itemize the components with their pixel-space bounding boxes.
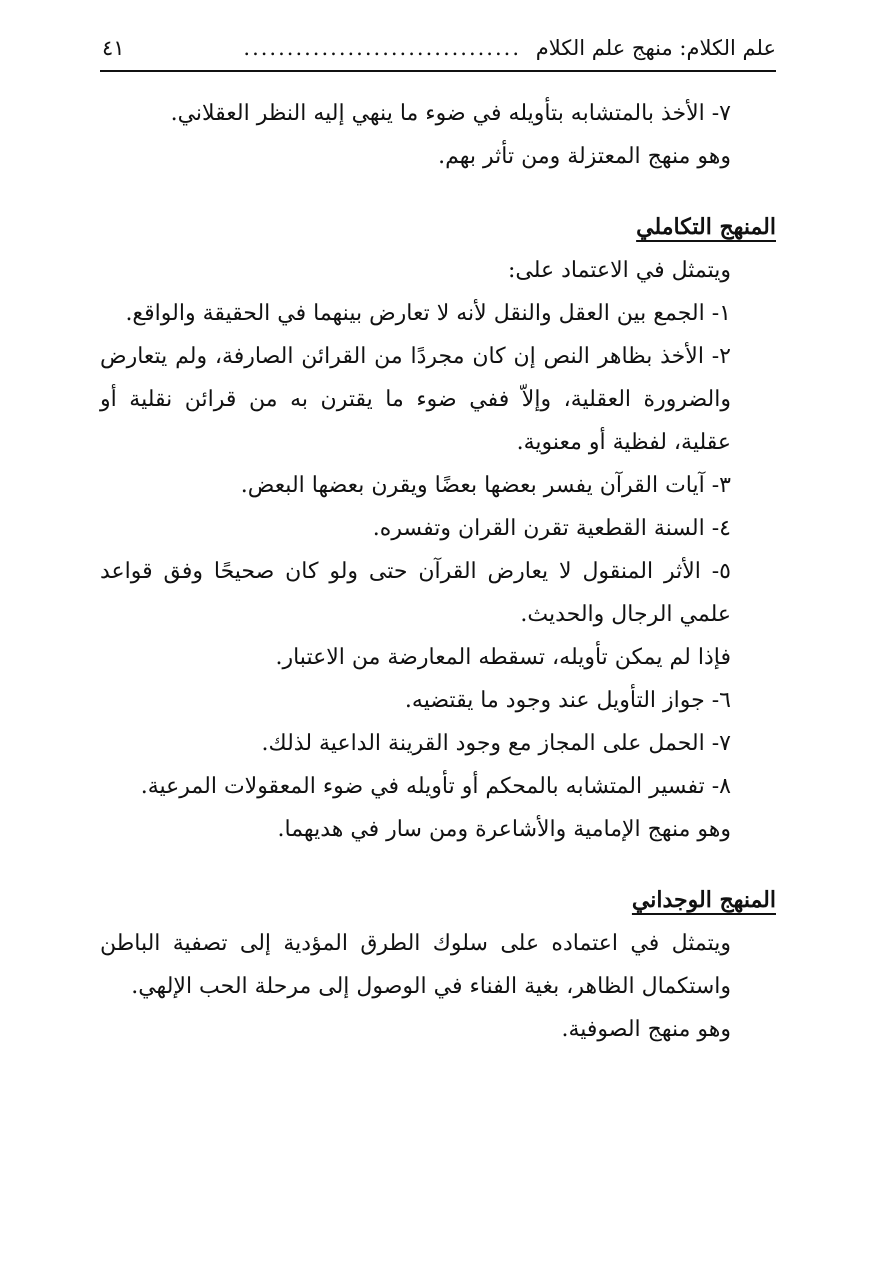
paragraph: ٧- الأخذ بالمتشابه بتأويله في ضوء ما ينهي إليه النظر العقلاني. [170,101,731,126]
section-heading: المنهج التكاملي [636,214,776,240]
list-item: ٣- آيات القرآن يفسر بعضها بعضًا ويقرن بعضها البعض. [240,473,731,498]
page-content [100,92,776,1051]
section-heading: المنهج الوجداني [631,887,776,913]
paragraph: ويتمثل في اعتماده على سلوك الطرق المؤدية إلى تصفية الباطن واستكمال الظاهر، بغية الفناء في الوصول إلى مرحلة الحب الإلهي. [100,931,731,999]
header-leader-dots: ................................ [243,36,521,60]
section-intuitive [100,879,776,1051]
list-item: ١- الجمع بين العقل والنقل لأنه لا تعارض بينهما في الحقيقة والواقع. [125,301,731,326]
header-title: علم الكلام: منهج علم الكلام [535,36,776,60]
book-page [100,30,776,1051]
section-intro: ويتمثل في الاعتماد على: [507,258,731,283]
list-item: ٧- الحمل على المجاز مع وجود القرينة الداعية لذلك. [261,731,731,756]
list-item: ٤- السنة القطعية تقرن القران وتفسره. [372,516,731,541]
section-integrative [100,206,776,851]
paragraph: وهو منهج المعتزلة ومن تأثر بهم. [438,144,731,169]
list-item: ٢- الأخذ بظاهر النص إن كان مجردًا من القرائن الصارفة، ولم يتعارض والضرورة العقلية، وإلاّ ففي ضوء ما يقترن به من قرائن نقلية أو عقلية، لفظية أو معنوية. [100,344,731,455]
list-item: ٥- الأثر المنقول لا يعارض القرآن حتى ولو كان صحيحًا وفق قواعد علمي الرجال والحديث. [100,559,731,627]
list-item: ٨- تفسير المتشابه بالمحكم أو تأويله في ضوء المعقولات المرعية. [140,774,731,799]
section-closing: وهو منهج الصوفية. [561,1017,731,1042]
page-number: ٤١ [102,36,125,60]
note: فإذا لم يمكن تأويله، تسقطه المعارضة من الاعتبار. [275,645,731,670]
list-item: ٦- جواز التأويل عند وجود ما يقتضيه. [404,688,731,713]
running-header [100,30,776,72]
section-closing: وهو منهج الإمامية والأشاعرة ومن سار في هديهما. [277,817,731,842]
